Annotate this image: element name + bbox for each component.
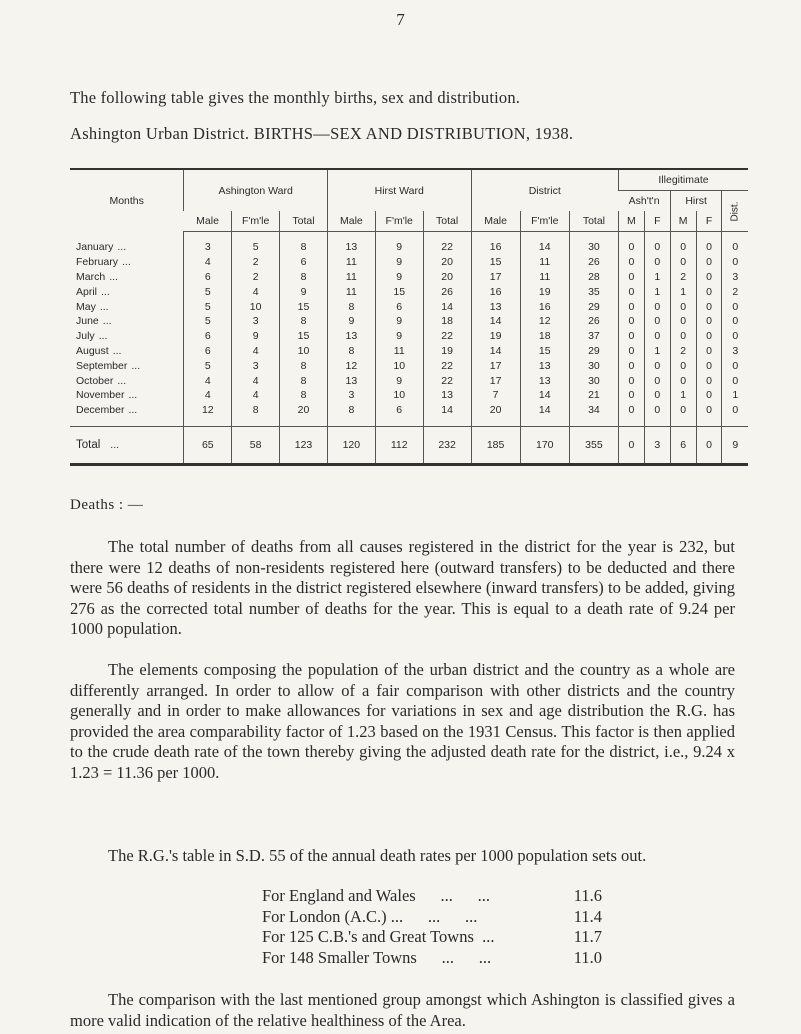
value-cell: 0	[670, 232, 696, 255]
value-cell: 26	[569, 314, 618, 329]
rate-value: 11.6	[573, 886, 602, 905]
value-cell: 2	[722, 284, 748, 299]
value-cell: 9	[375, 232, 423, 255]
total-label: Total	[76, 438, 101, 451]
illegit-ashington-header: Ash't'n	[628, 195, 660, 207]
value-cell: 0	[670, 255, 696, 270]
value-cell: 0	[722, 232, 748, 255]
total-row	[70, 426, 748, 464]
value-cell: 0	[722, 329, 748, 344]
value-cell: 0	[618, 403, 644, 426]
month-label: April	[76, 285, 98, 298]
value-cell: 22	[423, 373, 471, 388]
value-cell: 1	[722, 388, 748, 403]
month-cell	[70, 232, 184, 255]
value-cell: 3	[722, 344, 748, 359]
dist-header-label: Dist.	[729, 201, 741, 222]
value-cell: 29	[569, 344, 618, 359]
rate-row	[262, 886, 602, 907]
value-cell: 22	[423, 329, 471, 344]
rate-row	[262, 948, 602, 969]
value-cell: 2	[232, 270, 280, 285]
value-cell: 15	[280, 329, 328, 344]
month-label: December	[76, 404, 125, 417]
value-cell: 10	[375, 358, 423, 373]
value-cell: 2	[670, 344, 696, 359]
district-header: District	[471, 169, 618, 211]
value-cell: 13	[327, 329, 375, 344]
illegit-hirst-header: Hirst	[670, 191, 722, 212]
table-row	[70, 403, 748, 426]
value-cell: 8	[280, 388, 328, 403]
hirst-ward-header: Hirst Ward	[327, 169, 471, 211]
value-cell: 15	[280, 299, 328, 314]
value-cell: 0	[618, 373, 644, 388]
value-cell: 9	[375, 373, 423, 388]
value-cell: 12	[327, 358, 375, 373]
value-cell: 0	[644, 255, 670, 270]
value-cell: 20	[280, 403, 328, 426]
value-cell: 6	[184, 270, 232, 285]
total-value-cell: 232	[423, 426, 471, 464]
value-cell: 0	[670, 299, 696, 314]
value-cell: 17	[471, 358, 520, 373]
value-cell: 1	[644, 270, 670, 285]
value-cell: 11	[327, 270, 375, 285]
month-dots: ...	[131, 359, 141, 372]
month-cell	[70, 344, 184, 359]
value-cell: 13	[520, 358, 569, 373]
value-cell: 16	[471, 232, 520, 255]
value-cell: 14	[520, 388, 569, 403]
value-cell: 0	[722, 373, 748, 388]
value-cell: 34	[569, 403, 618, 426]
table-row	[70, 284, 748, 299]
value-cell: 4	[184, 255, 232, 270]
month-dots: ...	[112, 344, 122, 357]
month-label: January	[76, 241, 114, 254]
value-cell: 0	[696, 388, 722, 403]
value-cell: 20	[423, 255, 471, 270]
value-cell: 19	[471, 329, 520, 344]
value-cell: 0	[618, 299, 644, 314]
value-cell: 0	[696, 329, 722, 344]
total-value-cell: 170	[520, 426, 569, 464]
table-row	[70, 255, 748, 270]
value-cell: 2	[232, 255, 280, 270]
value-cell: 6	[184, 344, 232, 359]
value-cell: 10	[375, 388, 423, 403]
value-cell: 1	[644, 284, 670, 299]
value-cell: 0	[696, 358, 722, 373]
births-table-container	[70, 168, 748, 466]
value-cell: 0	[618, 232, 644, 255]
value-cell: 13	[327, 232, 375, 255]
sub-header-cell: Male	[471, 211, 520, 232]
deaths-paragraph-3: The R.G.'s table in S.D. 55 of the annual death rates per 1000 population sets out.	[108, 846, 647, 865]
value-cell: 9	[375, 255, 423, 270]
total-value-cell: 65	[184, 426, 232, 464]
table-row	[70, 270, 748, 285]
value-cell: 9	[375, 314, 423, 329]
death-rates-list	[262, 886, 602, 968]
value-cell: 0	[670, 358, 696, 373]
value-cell: 15	[520, 344, 569, 359]
value-cell: 0	[644, 299, 670, 314]
value-cell: 5	[184, 299, 232, 314]
rate-row	[262, 907, 602, 928]
value-cell: 0	[618, 314, 644, 329]
rate-row	[262, 927, 602, 948]
value-cell: 5	[184, 314, 232, 329]
sub-header-cell: F	[696, 211, 722, 232]
value-cell: 4	[232, 373, 280, 388]
intro-text: The following table gives the monthly births, sex and distribution.	[70, 88, 521, 107]
sub-header-cell: Total	[423, 211, 471, 232]
month-cell	[70, 373, 184, 388]
value-cell: 0	[696, 255, 722, 270]
total-value-cell: 58	[232, 426, 280, 464]
value-cell: 12	[520, 314, 569, 329]
sub-header-cell: Male	[184, 211, 232, 232]
value-cell: 0	[696, 284, 722, 299]
value-cell: 20	[423, 270, 471, 285]
value-cell: 4	[184, 373, 232, 388]
value-cell: 4	[232, 388, 280, 403]
total-value-cell: 123	[280, 426, 328, 464]
dist-header	[722, 191, 748, 232]
table-row	[70, 358, 748, 373]
value-cell: 5	[232, 232, 280, 255]
table-row	[70, 388, 748, 403]
value-cell: 19	[423, 344, 471, 359]
value-cell: 0	[722, 358, 748, 373]
value-cell: 18	[423, 314, 471, 329]
sub-header-cell: Male	[327, 211, 375, 232]
value-cell: 0	[722, 299, 748, 314]
month-label: July	[76, 330, 95, 343]
value-cell: 8	[280, 270, 328, 285]
value-cell: 3	[184, 232, 232, 255]
value-cell: 30	[569, 232, 618, 255]
month-cell	[70, 358, 184, 373]
month-dots: ...	[128, 389, 138, 402]
value-cell: 8	[232, 403, 280, 426]
value-cell: 26	[423, 284, 471, 299]
value-cell: 4	[232, 344, 280, 359]
value-cell: 18	[520, 329, 569, 344]
total-value-cell: 6	[670, 426, 696, 464]
table-row	[70, 344, 748, 359]
value-cell: 11	[520, 270, 569, 285]
rate-value: 11.0	[573, 947, 602, 967]
value-cell: 0	[644, 403, 670, 426]
month-cell	[70, 403, 184, 426]
value-cell: 13	[471, 299, 520, 314]
month-dots: ...	[117, 241, 127, 254]
rate-value: 11.7	[573, 927, 602, 946]
total-value-cell: 3	[644, 426, 670, 464]
table-title: Ashington Urban District. BIRTHS—SEX AND DISTRIBUTION, 1938.	[70, 124, 574, 143]
value-cell: 0	[696, 232, 722, 255]
month-label: September	[76, 359, 128, 372]
total-value-cell: 120	[327, 426, 375, 464]
value-cell: 10	[280, 344, 328, 359]
month-cell	[70, 284, 184, 299]
value-cell: 5	[184, 284, 232, 299]
value-cell: 0	[722, 255, 748, 270]
value-cell: 9	[280, 284, 328, 299]
months-header: Months	[109, 194, 144, 207]
value-cell: 8	[327, 299, 375, 314]
deaths-paragraph-2: The elements composing the population of the urban district and the country as a whole are differently arranged. In order to allow of a fair comparison with other districts and the country generally and in order to make allowances for variations in sex and age distribution the R.G. has provided the area comparability factor of 1.23 based on the 1931 Census. This factor is then applied to the crude death rate of the town thereby giving the adjusted death rate for the district, i.e., 9.24 x 1.23 = 11.36 per 1000.	[70, 660, 735, 782]
month-cell	[70, 255, 184, 270]
value-cell: 22	[423, 232, 471, 255]
month-cell	[70, 388, 184, 403]
value-cell: 3	[722, 270, 748, 285]
value-cell: 0	[670, 373, 696, 388]
value-cell: 1	[670, 388, 696, 403]
value-cell: 0	[670, 329, 696, 344]
value-cell: 29	[569, 299, 618, 314]
value-cell: 3	[232, 314, 280, 329]
total-dots: ...	[110, 438, 120, 451]
value-cell: 3	[232, 358, 280, 373]
value-cell: 11	[327, 255, 375, 270]
month-label: February	[76, 256, 119, 269]
value-cell: 14	[520, 232, 569, 255]
month-cell	[70, 270, 184, 285]
value-cell: 30	[569, 358, 618, 373]
value-cell: 5	[184, 358, 232, 373]
rate-label: For 148 Smaller Towns ... ...	[262, 947, 492, 967]
value-cell: 0	[670, 403, 696, 426]
value-cell: 13	[520, 373, 569, 388]
deaths-paragraph-4: The comparison with the last mentioned group amongst which Ashington is classified gives a more valid indication of the relative healthiness of the Area.	[70, 990, 735, 1030]
month-cell	[70, 314, 184, 329]
value-cell: 9	[375, 270, 423, 285]
month-label: October	[76, 374, 114, 387]
value-cell: 0	[696, 270, 722, 285]
value-cell: 0	[618, 270, 644, 285]
value-cell: 0	[696, 299, 722, 314]
month-dots: ...	[128, 404, 138, 417]
month-dots: ...	[99, 300, 109, 313]
value-cell: 0	[644, 388, 670, 403]
value-cell: 30	[569, 373, 618, 388]
value-cell: 0	[618, 284, 644, 299]
value-cell: 13	[327, 373, 375, 388]
sub-header-cell: Total	[569, 211, 618, 232]
value-cell: 26	[569, 255, 618, 270]
value-cell: 0	[644, 314, 670, 329]
value-cell: 14	[423, 403, 471, 426]
sub-header-cell: F'm'le	[232, 211, 280, 232]
month-label: March	[76, 270, 106, 283]
value-cell: 0	[618, 388, 644, 403]
total-value-cell: 0	[696, 426, 722, 464]
value-cell: 7	[471, 388, 520, 403]
total-value-cell: 112	[375, 426, 423, 464]
value-cell: 10	[232, 299, 280, 314]
table-row	[70, 373, 748, 388]
value-cell: 2	[670, 270, 696, 285]
illegitimate-header: Illegitimate	[618, 169, 748, 191]
month-label: May	[76, 300, 96, 313]
value-cell: 0	[618, 344, 644, 359]
value-cell: 0	[644, 373, 670, 388]
ashington-ward-header: Ashington Ward	[184, 169, 328, 211]
table-row	[70, 329, 748, 344]
page-number: 7	[396, 10, 405, 29]
value-cell: 0	[618, 358, 644, 373]
month-dots: ...	[122, 256, 131, 269]
value-cell: 8	[327, 344, 375, 359]
value-cell: 1	[670, 284, 696, 299]
month-dots: ...	[101, 285, 110, 298]
sub-header-cell: F'm'le	[375, 211, 423, 232]
value-cell: 17	[471, 373, 520, 388]
value-cell: 14	[520, 403, 569, 426]
value-cell: 11	[375, 344, 423, 359]
deaths-paragraph-1: The total number of deaths from all causes registered in the district for the year is 232, but there were 12 deaths of non-residents registered here (outward transfers) to be deducted and there were 56 deaths of residents in the district registered elsewhere (inward transfers) to be added, giving 276 as the corrected total number of deaths for the year. This is equal to a death rate of 9.24 per 1000 population.	[70, 537, 735, 638]
value-cell: 14	[423, 299, 471, 314]
value-cell: 0	[696, 403, 722, 426]
value-cell: 0	[618, 329, 644, 344]
sub-header-cell: M	[670, 211, 696, 232]
total-value-cell: 355	[569, 426, 618, 464]
value-cell: 0	[696, 344, 722, 359]
value-cell: 0	[722, 314, 748, 329]
rate-label: For 125 C.B.'s and Great Towns ...	[262, 927, 495, 946]
table-row	[70, 299, 748, 314]
month-label: November	[76, 389, 125, 402]
month-cell	[70, 299, 184, 314]
month-dots: ...	[102, 315, 112, 328]
value-cell: 0	[644, 358, 670, 373]
total-label-cell	[70, 426, 184, 464]
value-cell: 12	[184, 403, 232, 426]
value-cell: 11	[327, 284, 375, 299]
value-cell: 0	[696, 314, 722, 329]
value-cell: 14	[471, 344, 520, 359]
value-cell: 8	[280, 373, 328, 388]
rate-label: For England and Wales ... ...	[262, 886, 490, 905]
value-cell: 16	[471, 284, 520, 299]
value-cell: 8	[280, 314, 328, 329]
value-cell: 14	[471, 314, 520, 329]
value-cell: 6	[184, 329, 232, 344]
value-cell: 16	[520, 299, 569, 314]
value-cell: 28	[569, 270, 618, 285]
value-cell: 15	[471, 255, 520, 270]
total-value-cell: 0	[618, 426, 644, 464]
value-cell: 6	[280, 255, 328, 270]
value-cell: 21	[569, 388, 618, 403]
sub-header-cell: F	[644, 211, 670, 232]
value-cell: 20	[471, 403, 520, 426]
value-cell: 6	[375, 299, 423, 314]
value-cell: 0	[722, 403, 748, 426]
value-cell: 15	[375, 284, 423, 299]
month-cell	[70, 329, 184, 344]
value-cell: 0	[670, 314, 696, 329]
value-cell: 8	[327, 403, 375, 426]
value-cell: 19	[520, 284, 569, 299]
value-cell: 13	[423, 388, 471, 403]
value-cell: 1	[644, 344, 670, 359]
value-cell: 4	[232, 284, 280, 299]
value-cell: 9	[327, 314, 375, 329]
total-value-cell: 9	[722, 426, 748, 464]
value-cell: 8	[280, 232, 328, 255]
value-cell: 11	[520, 255, 569, 270]
month-label: June	[76, 315, 99, 328]
table-row	[70, 314, 748, 329]
total-value-cell: 185	[471, 426, 520, 464]
value-cell: 3	[327, 388, 375, 403]
rate-value: 11.4	[573, 906, 602, 926]
value-cell: 37	[569, 329, 618, 344]
sub-header-cell: F'm'le	[520, 211, 569, 232]
value-cell: 9	[375, 329, 423, 344]
deaths-title: Deaths : —	[70, 497, 144, 513]
value-cell: 35	[569, 284, 618, 299]
month-label: August	[76, 344, 109, 357]
value-cell: 0	[618, 255, 644, 270]
value-cell: 0	[644, 329, 670, 344]
value-cell: 4	[184, 388, 232, 403]
sub-header-cell: M	[618, 211, 644, 232]
rate-label: For London (A.C.) ... ... ...	[262, 906, 478, 926]
value-cell: 22	[423, 358, 471, 373]
sub-header-cell: Total	[280, 211, 328, 232]
table-row	[70, 232, 748, 255]
value-cell: 9	[232, 329, 280, 344]
value-cell: 0	[696, 373, 722, 388]
month-dots: ...	[98, 330, 108, 343]
month-dots: ...	[109, 270, 118, 283]
value-cell: 8	[280, 358, 328, 373]
births-table	[70, 168, 748, 466]
month-dots: ...	[117, 374, 127, 387]
value-cell: 0	[644, 232, 670, 255]
value-cell: 17	[471, 270, 520, 285]
value-cell: 6	[375, 403, 423, 426]
